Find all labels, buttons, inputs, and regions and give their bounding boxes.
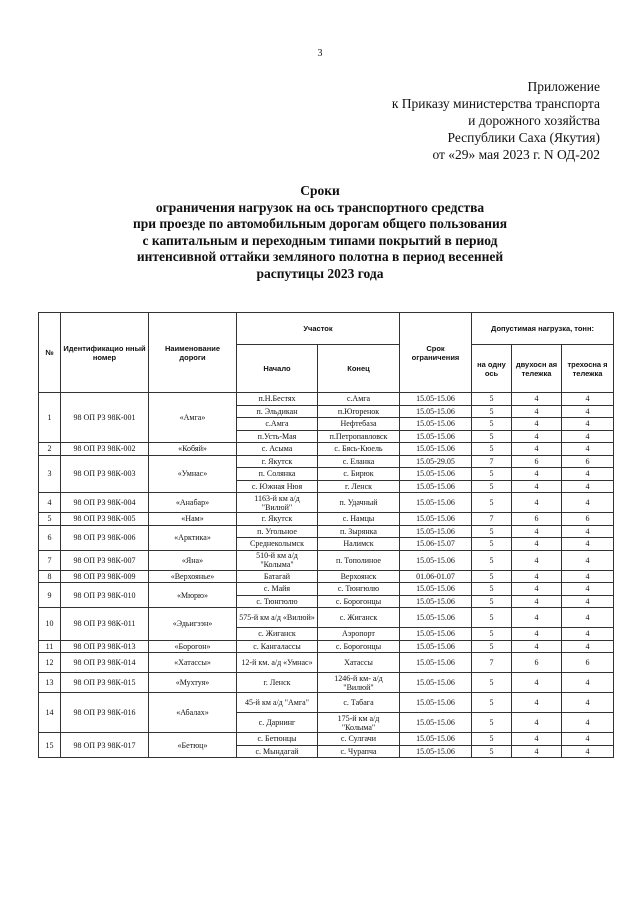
cell-period: 15.05-15.06	[400, 733, 472, 746]
cell-load-three: 4	[562, 628, 614, 641]
cell-end: с. Борогонцы	[318, 640, 400, 653]
cell-period: 15.06-15.07	[400, 538, 472, 551]
cell-period: 15.05-15.06	[400, 468, 472, 481]
cell-load-one: 5	[472, 468, 512, 481]
cell-road: «Верхоянье»	[149, 570, 237, 583]
cell-start: с. Кангаласcы	[237, 640, 318, 653]
cell-id: 98 ОП РЗ 98К-001	[61, 393, 149, 443]
appendix-line: и дорожного хозяйства	[468, 113, 600, 128]
cell-num: 3	[39, 455, 61, 493]
cell-period: 15.05-15.06	[400, 595, 472, 608]
cell-end: Хатассы	[318, 653, 400, 673]
cell-end: с. Еланка	[318, 455, 400, 468]
cell-start: Среднеколымск	[237, 538, 318, 551]
cell-road: «Умнас»	[149, 455, 237, 493]
cell-id: 98 ОП РЗ 98К-017	[61, 733, 149, 758]
cell-start: г. Якутск	[237, 455, 318, 468]
table-row	[39, 455, 614, 468]
cell-start: с. Дарнинг	[237, 713, 318, 733]
cell-load-three: 6	[562, 513, 614, 526]
cell-load-three: 4	[562, 525, 614, 538]
cell-start: с. Жиганск	[237, 628, 318, 641]
cell-road: «Мухтуя»	[149, 673, 237, 693]
cell-period: 15.05-15.06	[400, 713, 472, 733]
cell-load-two: 4	[512, 640, 562, 653]
cell-load-three: 4	[562, 595, 614, 608]
table-row	[39, 583, 614, 596]
cell-load-three: 4	[562, 745, 614, 758]
title-line: ограничения нагрузок на ось транспортного средства	[155, 199, 485, 215]
cell-road: «Арктика»	[149, 525, 237, 550]
cell-load-three: 4	[562, 405, 614, 418]
cell-id: 98 ОП РЗ 98К-004	[61, 493, 149, 513]
cell-end: Аэропорт	[318, 628, 400, 641]
cell-road: «Мюрю»	[149, 583, 237, 608]
cell-num: 11	[39, 640, 61, 653]
cell-period: 15.05-15.06	[400, 640, 472, 653]
cell-num: 12	[39, 653, 61, 673]
cell-period: 15.05-15.06	[400, 418, 472, 431]
cell-load-three: 6	[562, 653, 614, 673]
cell-load-two: 4	[512, 393, 562, 406]
cell-end: с. Намцы	[318, 513, 400, 526]
cell-period: 15.05-15.06	[400, 608, 472, 628]
header-section: Участок	[237, 313, 400, 345]
cell-start: с. Асыма	[237, 443, 318, 456]
cell-period: 15.05-15.06	[400, 653, 472, 673]
cell-load-two: 4	[512, 550, 562, 570]
cell-load-two: 4	[512, 595, 562, 608]
cell-id: 98 ОП РЗ 98К-009	[61, 570, 149, 583]
cell-load-one: 5	[472, 595, 512, 608]
cell-load-two: 6	[512, 513, 562, 526]
cell-load-three: 4	[562, 443, 614, 456]
cell-id: 98 ОП РЗ 98К-010	[61, 583, 149, 608]
cell-road: «Яна»	[149, 550, 237, 570]
cell-load-three: 4	[562, 393, 614, 406]
cell-load-two: 4	[512, 713, 562, 733]
cell-period: 15.05-15.06	[400, 583, 472, 596]
header-load-three: трехосна я тележка	[562, 345, 614, 393]
cell-load-two: 4	[512, 693, 562, 713]
cell-num: 6	[39, 525, 61, 550]
cell-start: с. Южная Нюя	[237, 480, 318, 493]
cell-period: 15.05-15.06	[400, 493, 472, 513]
cell-load-two: 4	[512, 608, 562, 628]
cell-load-one: 5	[472, 628, 512, 641]
cell-period: 15.05-15.06	[400, 430, 472, 443]
cell-load-two: 4	[512, 443, 562, 456]
table-row	[39, 733, 614, 746]
cell-num: 8	[39, 570, 61, 583]
cell-load-two: 4	[512, 480, 562, 493]
cell-period: 15.05-29.05	[400, 455, 472, 468]
cell-num: 14	[39, 693, 61, 733]
cell-period: 15.05-15.06	[400, 513, 472, 526]
cell-end: п.Югоренок	[318, 405, 400, 418]
cell-road: «Нам»	[149, 513, 237, 526]
cell-num: 9	[39, 583, 61, 608]
cell-load-three: 4	[562, 550, 614, 570]
cell-road: «Эдьигээн»	[149, 608, 237, 641]
table-row	[39, 640, 614, 653]
cell-load-three: 4	[562, 713, 614, 733]
table-row	[39, 608, 614, 628]
cell-load-two: 6	[512, 653, 562, 673]
cell-end: с. Чурапча	[318, 745, 400, 758]
cell-load-three: 4	[562, 570, 614, 583]
cell-period: 15.05-15.06	[400, 393, 472, 406]
cell-id: 98 ОП РЗ 98К-002	[61, 443, 149, 456]
cell-road: «Амга»	[149, 393, 237, 443]
cell-id: 98 ОП РЗ 98К-013	[61, 640, 149, 653]
cell-load-one: 5	[472, 443, 512, 456]
restrictions-table	[38, 312, 614, 758]
cell-load-three: 4	[562, 693, 614, 713]
cell-load-two: 4	[512, 405, 562, 418]
cell-load-three: 4	[562, 538, 614, 551]
header-id: Идентификацио нный номер	[61, 313, 149, 393]
appendix-line: Приложение	[527, 79, 600, 94]
cell-period: 15.05-15.06	[400, 405, 472, 418]
cell-end: п. Удачный	[318, 493, 400, 513]
cell-start: г. Якутск	[237, 513, 318, 526]
cell-start: п.Усть-Мая	[237, 430, 318, 443]
cell-period: 15.05-15.06	[400, 628, 472, 641]
table-row	[39, 443, 614, 456]
cell-load-two: 4	[512, 538, 562, 551]
cell-load-three: 6	[562, 455, 614, 468]
cell-load-one: 5	[472, 538, 512, 551]
header-period: Срок ограничения	[400, 313, 472, 393]
cell-load-one: 5	[472, 493, 512, 513]
cell-load-one: 5	[472, 673, 512, 693]
table-body	[39, 393, 614, 758]
cell-start: с. Тюнгюлю	[237, 595, 318, 608]
document-title	[0, 183, 640, 282]
cell-load-two: 4	[512, 745, 562, 758]
cell-start: г. Ленск	[237, 673, 318, 693]
cell-road: «Хатассы»	[149, 653, 237, 673]
cell-start: 1163-й км а/д "Вилюй"	[237, 493, 318, 513]
cell-id: 98 ОП РЗ 98К-016	[61, 693, 149, 733]
cell-start: 45-й км а/д "Амга"	[237, 693, 318, 713]
cell-load-one: 5	[472, 525, 512, 538]
cell-load-three: 4	[562, 493, 614, 513]
cell-start: Батагай	[237, 570, 318, 583]
header-load: Допустимая нагрузка, тонн:	[472, 313, 614, 345]
cell-load-two: 4	[512, 628, 562, 641]
cell-load-one: 5	[472, 583, 512, 596]
cell-end: с. Сулгачи	[318, 733, 400, 746]
cell-start: п.Н.Бестях	[237, 393, 318, 406]
table-row	[39, 493, 614, 513]
table-row	[39, 693, 614, 713]
header-load-one: на одну ось	[472, 345, 512, 393]
cell-num: 4	[39, 493, 61, 513]
cell-start: с. Мындагай	[237, 745, 318, 758]
cell-load-three: 4	[562, 583, 614, 596]
cell-load-two: 4	[512, 430, 562, 443]
cell-start: п. Угольное	[237, 525, 318, 538]
title-line: распутицы 2023 года	[256, 265, 384, 281]
cell-load-two: 4	[512, 570, 562, 583]
cell-start: 510-й км а/д "Колыма"	[237, 550, 318, 570]
appendix-line: к Приказу министерства транспорта	[391, 96, 600, 111]
table-row	[39, 513, 614, 526]
cell-end: с. Бирюк	[318, 468, 400, 481]
cell-load-two: 4	[512, 583, 562, 596]
cell-id: 98 ОП РЗ 98К-003	[61, 455, 149, 493]
cell-load-three: 4	[562, 640, 614, 653]
cell-end: Налимск	[318, 538, 400, 551]
cell-load-one: 5	[472, 393, 512, 406]
cell-load-one: 5	[472, 713, 512, 733]
header-end: Конец	[318, 345, 400, 393]
cell-end: с. Табага	[318, 693, 400, 713]
cell-id: 98 ОП РЗ 98К-014	[61, 653, 149, 673]
cell-num: 1	[39, 393, 61, 443]
cell-load-one: 7	[472, 653, 512, 673]
cell-start: 12-й км. а/д «Умнас»	[237, 653, 318, 673]
cell-period: 15.05-15.06	[400, 693, 472, 713]
cell-load-three: 4	[562, 480, 614, 493]
cell-period: 15.05-15.06	[400, 525, 472, 538]
cell-load-two: 4	[512, 468, 562, 481]
cell-load-two: 4	[512, 493, 562, 513]
cell-load-one: 5	[472, 745, 512, 758]
cell-load-one: 5	[472, 405, 512, 418]
header-start: Начало	[237, 345, 318, 393]
cell-num: 15	[39, 733, 61, 758]
cell-load-three: 4	[562, 608, 614, 628]
cell-id: 98 ОП РЗ 98К-006	[61, 525, 149, 550]
appendix-block	[392, 78, 600, 163]
cell-start: с.Амга	[237, 418, 318, 431]
cell-period: 15.05-15.06	[400, 480, 472, 493]
cell-load-two: 4	[512, 733, 562, 746]
cell-end: 175-й км а/д "Колыма"	[318, 713, 400, 733]
cell-start: п. Солянка	[237, 468, 318, 481]
cell-load-three: 4	[562, 733, 614, 746]
cell-load-one: 5	[472, 640, 512, 653]
cell-start: п. Эльдикан	[237, 405, 318, 418]
header-load-two: двухосн ая тележка	[512, 345, 562, 393]
cell-load-one: 5	[472, 733, 512, 746]
cell-id: 98 ОП РЗ 98К-011	[61, 608, 149, 641]
table-row	[39, 653, 614, 673]
cell-id: 98 ОП РЗ 98К-007	[61, 550, 149, 570]
cell-num: 13	[39, 673, 61, 693]
cell-end: Верхоянск	[318, 570, 400, 583]
header-num: №	[39, 313, 61, 393]
cell-period: 15.05-15.06	[400, 673, 472, 693]
header-road: Наименование дороги	[149, 313, 237, 393]
cell-load-two: 6	[512, 455, 562, 468]
cell-load-one: 5	[472, 693, 512, 713]
cell-load-three: 4	[562, 430, 614, 443]
cell-load-two: 4	[512, 525, 562, 538]
cell-road: «Анабар»	[149, 493, 237, 513]
cell-load-one: 5	[472, 430, 512, 443]
cell-load-three: 4	[562, 673, 614, 693]
cell-end: п. Зырянка	[318, 525, 400, 538]
title-line: с капитальным и переходным типами покрытий в период	[142, 232, 498, 248]
cell-load-three: 4	[562, 468, 614, 481]
cell-period: 01.06-01.07	[400, 570, 472, 583]
cell-road: «Бетюц»	[149, 733, 237, 758]
cell-road: «Кобяй»	[149, 443, 237, 456]
cell-start: 575-й км а/д «Вилюй»	[237, 608, 318, 628]
appendix-line: от «29» мая 2023 г. N ОД-202	[432, 147, 600, 162]
page-number: 3	[317, 48, 323, 59]
cell-load-two: 4	[512, 673, 562, 693]
cell-end: с. Бясь-Кюель	[318, 443, 400, 456]
table-row	[39, 673, 614, 693]
cell-end: 1246-й км- а/д "Вилюй"	[318, 673, 400, 693]
cell-road: «Борогон»	[149, 640, 237, 653]
cell-period: 15.05-15.06	[400, 550, 472, 570]
table-row	[39, 525, 614, 538]
cell-load-one: 5	[472, 480, 512, 493]
cell-load-one: 7	[472, 455, 512, 468]
cell-end: п.Петропавловск	[318, 430, 400, 443]
title-line: Сроки	[300, 183, 340, 198]
cell-load-two: 4	[512, 418, 562, 431]
cell-num: 5	[39, 513, 61, 526]
cell-id: 98 ОП РЗ 98К-015	[61, 673, 149, 693]
cell-end: Нефтебаза	[318, 418, 400, 431]
cell-end: г. Ленск	[318, 480, 400, 493]
appendix-line: Республики Саха (Якутия)	[447, 130, 600, 145]
cell-end: с. Жиганск	[318, 608, 400, 628]
cell-load-one: 7	[472, 513, 512, 526]
cell-end: с. Борогонцы	[318, 595, 400, 608]
cell-period: 15.05-15.06	[400, 745, 472, 758]
cell-num: 7	[39, 550, 61, 570]
title-line: при проезде по автомобильным дорогам общего пользования	[132, 216, 508, 231]
cell-load-one: 5	[472, 550, 512, 570]
cell-end: п. Тополиное	[318, 550, 400, 570]
cell-start: с. Майя	[237, 583, 318, 596]
cell-end: с.Амга	[318, 393, 400, 406]
cell-start: с. Бетюнцы	[237, 733, 318, 746]
title-line: интенсивной оттайки земляного полотна в период весенней	[136, 249, 504, 264]
cell-period: 15.05-15.06	[400, 443, 472, 456]
table-row	[39, 550, 614, 570]
cell-load-one: 5	[472, 570, 512, 583]
cell-end: с. Тюнгюлю	[318, 583, 400, 596]
cell-load-one: 5	[472, 608, 512, 628]
cell-num: 10	[39, 608, 61, 641]
cell-num: 2	[39, 443, 61, 456]
cell-load-one: 5	[472, 418, 512, 431]
cell-id: 98 ОП РЗ 98К-005	[61, 513, 149, 526]
cell-load-three: 4	[562, 418, 614, 431]
cell-road: «Абалах»	[149, 693, 237, 733]
table-row	[39, 570, 614, 583]
table-row	[39, 393, 614, 406]
